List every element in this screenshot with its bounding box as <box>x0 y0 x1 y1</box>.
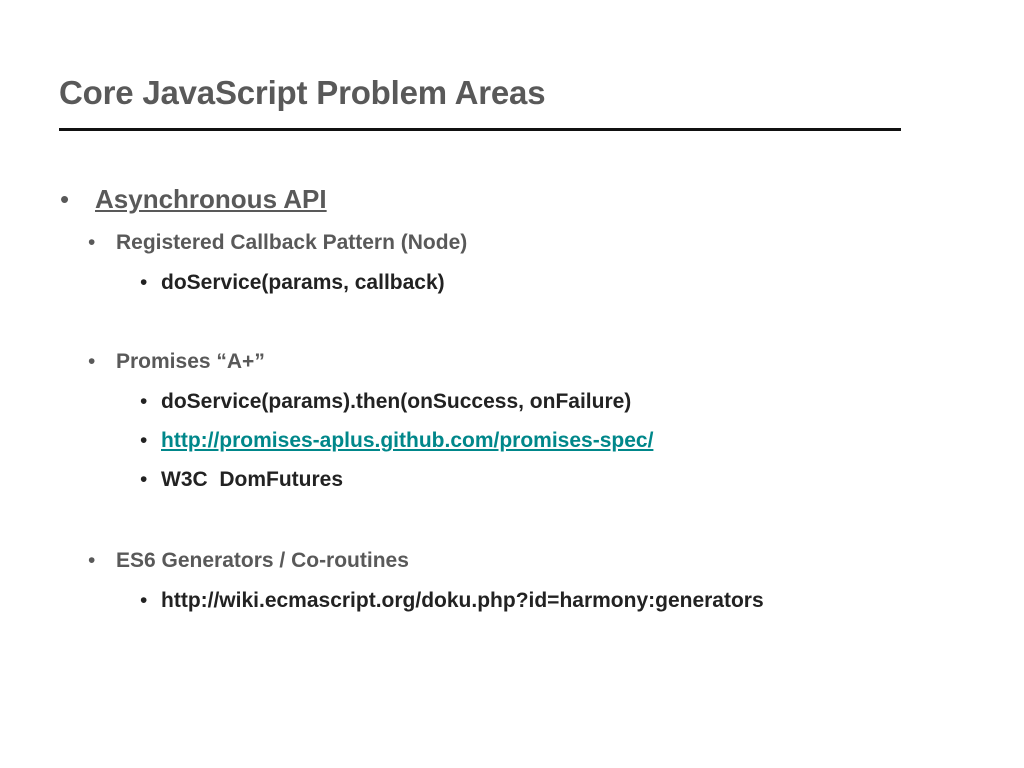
bullet-icon: • <box>140 468 148 491</box>
bullet-icon: • <box>88 549 96 572</box>
promises-spec-link[interactable]: http://promises-aplus.github.com/promises-spec/ <box>161 429 654 452</box>
detail-harmony-generators-url: http://wiki.ecmascript.org/doku.php?id=harmony:generators <box>161 589 764 612</box>
bullet-icon: • <box>140 589 148 612</box>
slide-title: Core JavaScript Problem Areas <box>59 74 546 111</box>
subitem-es6-generators: ES6 Generators / Co-routines <box>116 549 409 572</box>
bullet-icon: • <box>88 350 96 373</box>
detail-w3c-domfutures: W3C DomFutures <box>161 468 344 491</box>
bullet-icon: • <box>88 231 96 254</box>
section-heading-asynchronous-api: Asynchronous API <box>95 184 327 214</box>
bullet-icon: • <box>140 429 148 452</box>
subitem-promises-aplus: Promises “A+” <box>116 350 265 373</box>
detail-doservice-callback: doService(params, callback) <box>161 271 445 294</box>
bullet-icon: • <box>140 390 148 413</box>
detail-doservice-then: doService(params).then(onSuccess, onFailure) <box>161 390 632 413</box>
subitem-registered-callback: Registered Callback Pattern (Node) <box>116 231 468 254</box>
bullet-icon: • <box>140 271 148 294</box>
bullet-icon: • <box>60 184 70 214</box>
title-underline-rule <box>59 128 901 131</box>
